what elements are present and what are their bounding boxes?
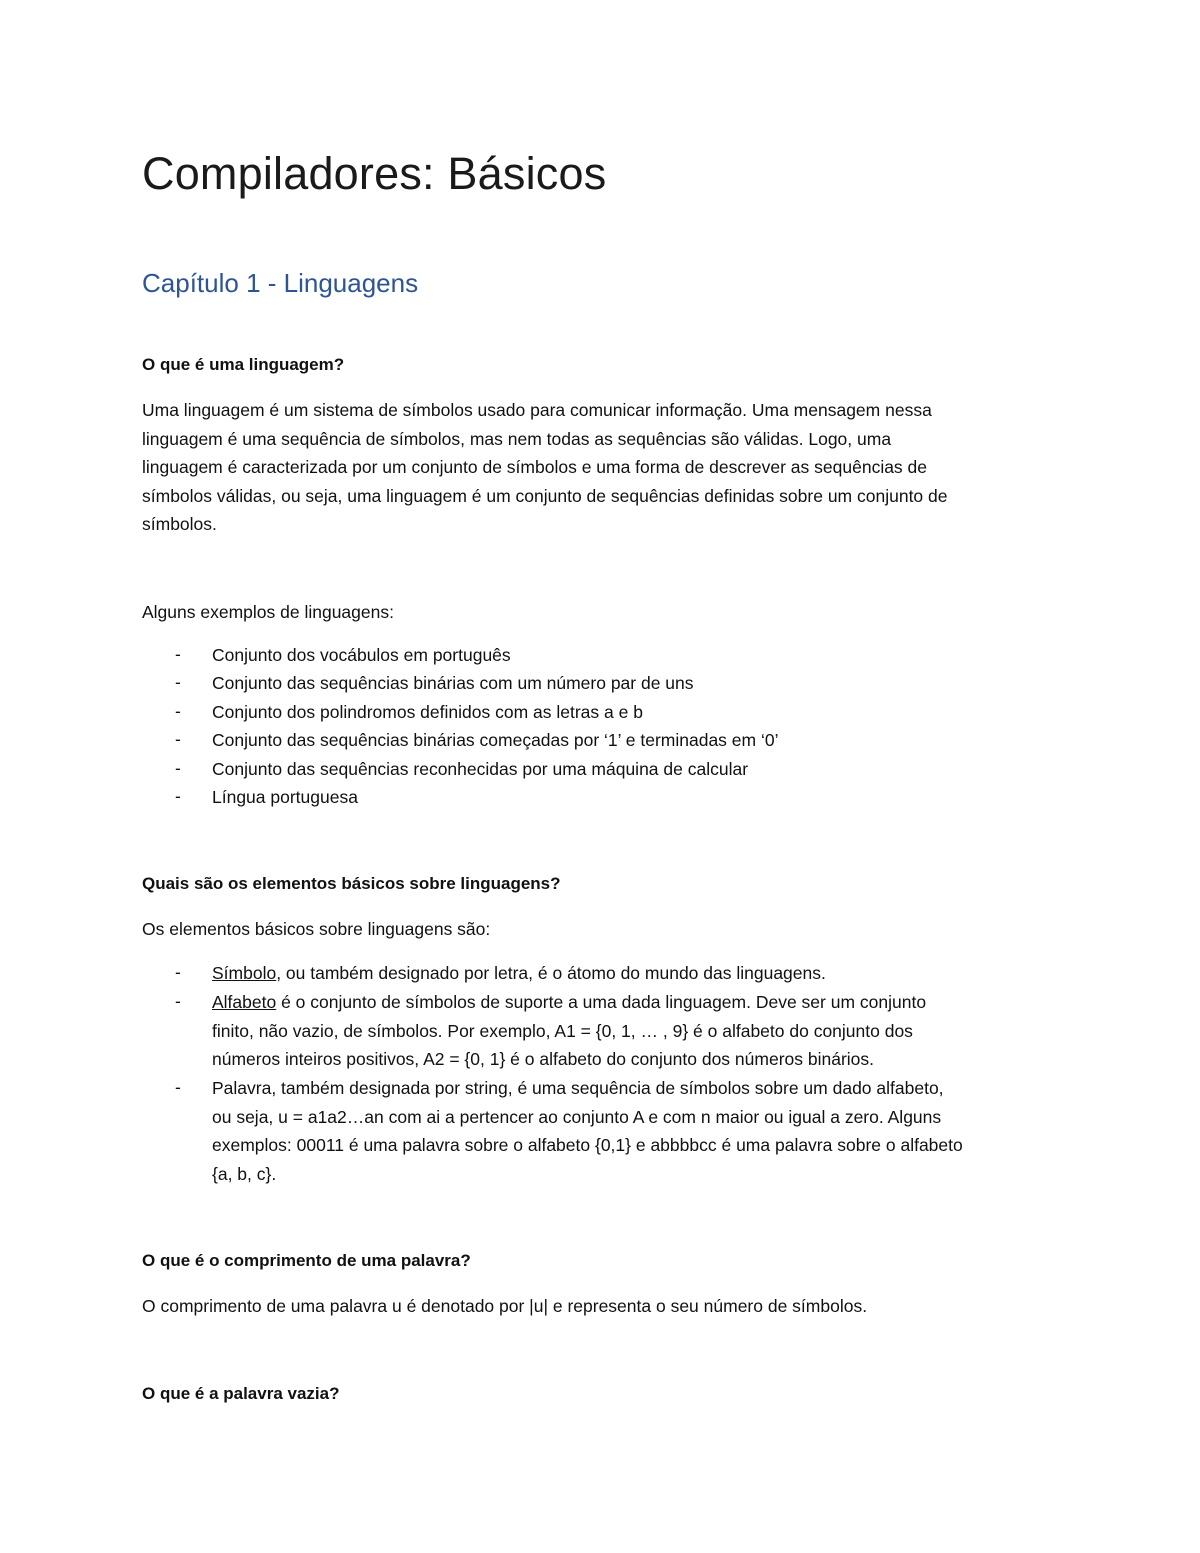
list-item-line: finito, não vazio, de símbolos. Por exemplo, A1 = {0, 1, … , 9} é o alfabeto do conjunto dos [212, 1020, 913, 1041]
paragraph-line: símbolos. [142, 514, 217, 534]
paragraph-line: símbolos válidas, ou seja, uma linguagem é um conjunto de sequências definidas sobre um conjunto de [142, 485, 948, 506]
question-heading-4: O que é a palavra vazia? [142, 1384, 340, 1403]
list-item: Conjunto dos vocábulos em português [212, 645, 511, 665]
paragraph-line: linguagem é caracterizada por um conjunto de símbolos e uma forma de descrever as sequências de [142, 457, 928, 477]
bullet-dash: - [175, 962, 181, 982]
list-item: Conjunto das sequências binárias começadas por ‘1’ e terminadas em ‘0’ [212, 730, 779, 750]
bullet-dash: - [175, 1077, 181, 1097]
list-item-alfabeto [212, 988, 926, 1074]
paragraph-line: linguagem é uma sequência de símbolos, mas nem todas as sequências são válidas. Logo, uma [142, 428, 892, 449]
list-item-simbolo [212, 959, 826, 988]
examples-intro: Alguns exemplos de linguagens: [142, 602, 394, 622]
term-simbolo: Símbolo [212, 963, 277, 983]
paragraph-comprimento: O comprimento de uma palavra u é denotado por |u| e representa o seu número de símbolos. [142, 1296, 868, 1316]
bullet-dash: - [175, 701, 181, 721]
list-item-line: {a, b, c}. [212, 1163, 277, 1184]
list-item-palavra [212, 1074, 963, 1188]
bullet-dash: - [175, 758, 181, 778]
term-alfabeto: Alfabeto [212, 992, 277, 1012]
list-item: Conjunto das sequências binárias com um número par de uns [212, 673, 694, 693]
bullet-dash: - [175, 786, 181, 806]
bullet-dash: - [175, 672, 181, 692]
question-heading-3: O que é o comprimento de uma palavra? [142, 1251, 471, 1270]
chapter-heading: Capítulo 1 - Linguagens [142, 268, 419, 298]
list-item-line: ou seja, u = a1a2…an com ai a pertencer ao conjunto A e com n maior ou igual a zero. Alguns [212, 1106, 942, 1127]
definition-simbolo: , ou também designado por letra, é o átomo do mundo das linguagens. [276, 963, 826, 983]
list-item: Conjunto dos polindromos definidos com as letras a e b [212, 702, 643, 722]
list-item-line: exemplos: 00011 é uma palavra sobre o alfabeto {0,1} e abbbbcc é uma palavra sobre o alfabeto [212, 1135, 963, 1155]
list-item: Língua portuguesa [212, 787, 358, 807]
bullet-dash: - [175, 991, 181, 1011]
paragraph-definition [142, 396, 948, 539]
document-title: Compiladores: Básicos [142, 148, 607, 199]
bullet-dash: - [175, 729, 181, 749]
list-item: Conjunto das sequências reconhecidas por uma máquina de calcular [212, 759, 749, 779]
question-heading-1: O que é uma linguagem? [142, 355, 345, 374]
bullet-dash: - [175, 644, 181, 664]
definition-alfabeto: é o conjunto de símbolos de suporte a uma dada linguagem. Deve ser um conjunto [276, 992, 927, 1012]
elements-intro: Os elementos básicos sobre linguagens são: [142, 919, 491, 939]
list-item-line: números inteiros positivos, A2 = {0, 1} é o alfabeto do conjunto dos números binários. [212, 1049, 875, 1069]
paragraph-line: Uma linguagem é um sistema de símbolos usado para comunicar informação. Uma mensagem nessa [142, 400, 932, 420]
list-item-line: Palavra, também designada por string, é uma sequência de símbolos sobre um dado alfabeto, [212, 1078, 944, 1098]
question-heading-2: Quais são os elementos básicos sobre linguagens? [142, 874, 561, 893]
